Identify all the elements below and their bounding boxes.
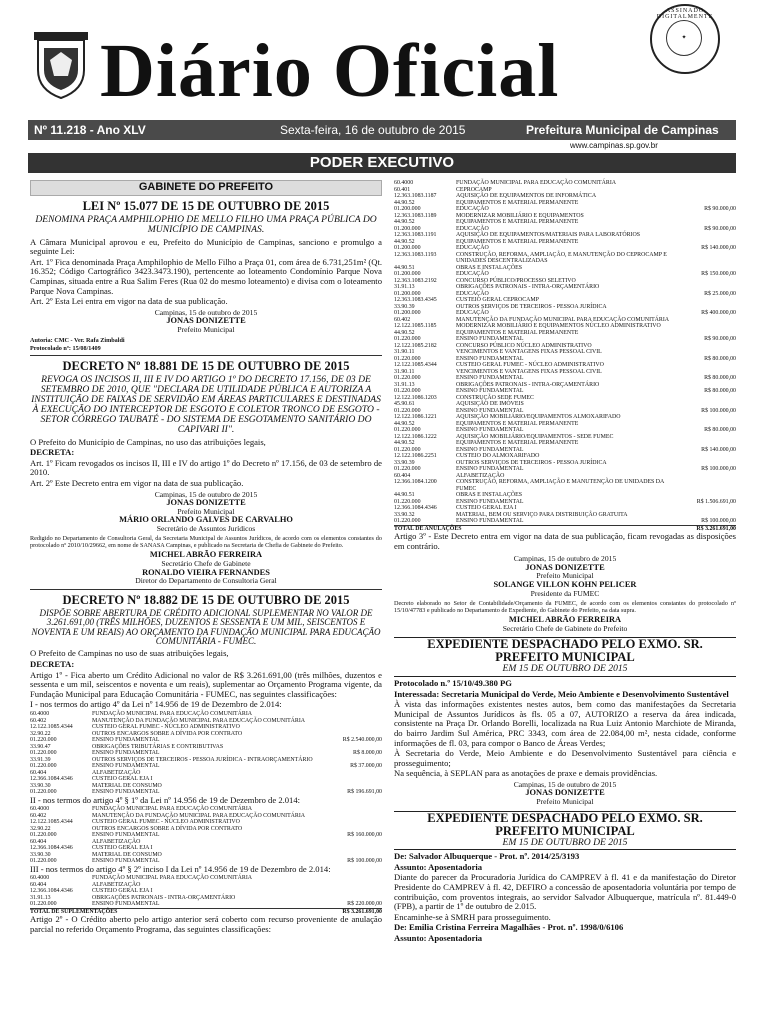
budget-description: CUSTEIO GERAL FUMEC - NÚCLEO ADMINISTRATIVO <box>456 362 604 368</box>
budget-code: 33.90.30 <box>30 851 51 858</box>
decree-note: Redigido no Departamento de Consultoria Geral, da Secretaria Municipal de Assuntos Jurídicos, de acordo com os elementos constantes do protocolado nº 2010/10/29662, em nome de SANASA Campinas, e publicado na Secretaria de Chefia de Gabinete do Prefeito. <box>30 535 382 550</box>
signer-name: SOLANGE VILLON KOHN PELICER <box>493 579 637 589</box>
dispatch-paragraph: Na sequência, à SEPLAN para as anotações de praxe e demais providências. <box>394 768 658 779</box>
decree-paragraph: Art. 1º Ficam revogados os incisos II, III e IV do artigo 1º do Decreto nº 17.156, de 03 de setembro de 2010. <box>30 457 382 478</box>
dispatch-header <box>394 637 736 677</box>
budget-description: OBRIGAÇÕES PATRONAIS - INTRA-ORÇAMENTÁRIO <box>456 381 600 388</box>
budget-description: FUNDAÇÃO MUNICIPAL PARA EDUCAÇÃO COMUNITÁRIA <box>92 711 253 718</box>
signature-block <box>394 555 736 598</box>
budget-code: 12.366.1084.4346 <box>30 845 73 852</box>
decree-subtitle: DISPÕE SOBRE ABERTURA DE CRÉDITO ADICIONAL SUPLEMENTAR NO VALOR DE 3.261.691,00 (TRÊS MILHÕES, DUZENTOS E SESSENTA E UM MIL, SEISCENTOS E NOVENTA E UM REAIS) AO ORÇAMENTO DA FUNDAÇÃO MUNICIPAL PARA EDUCAÇÃO COMUNITÁRIA - FUMEC. <box>31 607 381 647</box>
signer-role: Prefeito Municipal <box>177 324 235 334</box>
budget-code: 01.220.000 <box>394 375 421 381</box>
budget-description: MANUTENÇÃO DA FUNDAÇÃO MUNICIPAL PARA EDUCAÇÃO COMUNITÁRIA <box>92 717 306 724</box>
budget-value: R$ 80.000,00 <box>704 355 736 362</box>
budget-description: EQUIPAMENTOS E MATERIAL PERMANENTE <box>456 199 579 206</box>
budget-description: ALFABETIZAÇÃO <box>92 881 141 888</box>
budget-description: FUNDAÇÃO MUNICIPAL PARA EDUCAÇÃO COMUNITÁRIA <box>92 875 253 882</box>
budget-code: 01.220.000 <box>394 388 421 394</box>
budget-description: EQUIPAMENTOS E MATERIAL PERMANENTE <box>456 420 579 427</box>
signature-place: Campinas, 15 de outubro de 2015 <box>513 554 617 564</box>
budget-description: EQUIPAMENTOS E MATERIAL PERMANENTE <box>456 329 579 336</box>
budget-description: CONSTRUÇÃO SEDE FUMEC <box>456 394 534 401</box>
budget-code: 12.122.1085.4344 <box>394 362 437 368</box>
budget-value <box>680 252 736 265</box>
budget-value: R$ 400.000,00 <box>701 310 736 316</box>
budget-code: 01.220.000 <box>394 446 421 453</box>
budget-description: MATERIAL DE CONSUMO <box>92 782 162 789</box>
budget-section: II - nos termos do artigo 4º § 1º da Lei nº 14.956 de 19 de Dezembro de 2.014: <box>30 794 301 805</box>
decree-paragraph: Artigo 3º - Este Decreto entra em vigor na data de sua publicação, ficam revogadas as disposições em contrário. <box>394 531 736 551</box>
budget-value: R$ 140.000,00 <box>701 446 736 453</box>
budget-code: 12.366.1084.4346 <box>30 888 73 895</box>
budget-code: 31.91.13 <box>394 284 415 290</box>
budget-code: 01.220.000 <box>394 336 421 342</box>
decree-paragraph: Art. 2º Este Decreto entra em vigor na data de sua publicação. <box>30 477 244 488</box>
budget-value: R$ 8.000,00 <box>353 750 382 757</box>
budget-value: R$ 100.000,00 <box>701 466 736 472</box>
budget-code: 44.90.52 <box>394 420 415 427</box>
law-paragraph: Art. 1º Fica denominada Praça Amphilophio de Mello Filho a Praça 01, com área de 6.731,251m² (Qt. 16.352; Código Cartográfico 3423.3473.190), pertencente ao loteamento Condomínio Parque Nova Campinas, situada entre a Rua Salim Feres (Rua 02 do mesmo loteamento) e divisa com o loteamento Parque Nova Campinas. <box>30 256 382 296</box>
budget-code: 01.220.000 <box>394 427 421 433</box>
budget-code: 01.200.000 <box>394 225 421 232</box>
budget-description: OUTROS ENCARGOS SOBRE A DÍVIDA POR CONTRATO <box>92 825 243 832</box>
budget-description: OUTROS SERVIÇOS DE TERCEIROS - PESSOA JURÍDICA <box>456 303 607 310</box>
total-value: R$ 3.261.691,00 <box>696 525 736 532</box>
budget-code: 12.122.1085.2182 <box>394 342 437 349</box>
budget-description: ALFABETIZAÇÃO <box>92 769 141 776</box>
budget-code: 01.200.000 <box>394 245 421 251</box>
budget-code: 12.363.1083.1187 <box>394 193 437 199</box>
budget-code: 01.220.000 <box>394 407 421 414</box>
signer-name: JONAS DONIZETTE <box>525 788 605 798</box>
budget-code: 01.220.000 <box>30 901 57 908</box>
decree-paragraph: Artigo 2º - O Crédito aberto pelo artigo anterior será coberto com recurso proveniente de anulação parcial no referido Orçamento Programa, das seguintes classificações: <box>30 914 382 934</box>
budget-code: 60.402 <box>394 316 411 323</box>
budget-value: R$ 160.000,00 <box>347 832 382 839</box>
budget-description: CUSTEIO GERAL EJA I <box>92 845 153 852</box>
budget-value: R$ 80.000,00 <box>704 427 736 433</box>
dispatch-line: De: Emilia Cristina Ferreira Magalhães - Prot. nº. 1998/0/6106 <box>394 922 624 933</box>
total-label: TOTAL DE SUPLEMENTAÇÕES <box>30 908 118 915</box>
law-subtitle: DENOMINA PRAÇA AMPHILOPHIO DE MELLO FILHO UMA PRAÇA PÚBLICA DO MUNICÍPIO DE CAMPINAS. <box>35 213 377 235</box>
law-title: LEI Nº 15.077 DE 15 DE OUTUBRO DE 2015 <box>82 198 330 213</box>
budget-table <box>30 711 382 796</box>
signer-name: RONALDO VIEIRA FERNANDES <box>142 567 270 577</box>
budget-code: 60.4000 <box>30 875 50 882</box>
budget-code: 01.200.000 <box>394 206 421 212</box>
dispatch-line: De: Salvador Albuquerque - Prot. nº. 2014/25/3193 <box>394 851 580 862</box>
budget-description: EDUCAÇÃO <box>456 245 489 251</box>
budget-description: FUNDAÇÃO MUNICIPAL PARA EDUCAÇÃO COMUNITÁRIA <box>92 806 253 813</box>
budget-description: ENSINO FUNDAMENTAL <box>456 407 524 414</box>
budget-code: 44.90.51 <box>394 492 415 498</box>
budget-code: 01.220.000 <box>394 498 421 505</box>
decree-note: Decreto elaborado no Setor de Contabilidade/Orçamento da FUMEC, de acordo com os elementos constantes do protocolado nº 15/10/47783 e publicado no Departamento de Expediente, do Gabinete do Prefeito, na data supra. <box>394 600 736 615</box>
budget-description: ALFABETIZAÇÃO <box>92 838 141 845</box>
table-row <box>394 252 736 265</box>
digital-signature-seal <box>650 4 720 74</box>
budget-code: 60.404 <box>30 769 47 776</box>
total-value: R$ 3.261.691,00 <box>342 908 382 915</box>
budget-value: R$ 90.000,00 <box>704 225 736 232</box>
budget-description: ENSINO FUNDAMENTAL <box>456 375 524 381</box>
budget-code: 12.363.1083.1189 <box>394 212 437 219</box>
dispatch-date: EM 15 DE OUTUBRO DE 2015 <box>502 836 628 848</box>
signer-name: MÁRIO ORLANDO GALVES DE CARVALHO <box>119 515 293 525</box>
newspaper-title: Diário Oficial <box>100 29 560 113</box>
budget-code: 12.366.1084.4346 <box>394 505 437 511</box>
budget-code: 60.401 <box>394 186 411 193</box>
budget-table <box>30 806 382 865</box>
budget-code: 60.4000 <box>394 180 414 186</box>
budget-code: 12.122.1086.2251 <box>394 453 437 459</box>
budget-description: CUSTEIO GERAL EJA I <box>456 505 517 511</box>
budget-code: 60.402 <box>30 812 47 819</box>
budget-code: 01.200.000 <box>394 290 421 297</box>
budget-description: ENSINO FUNDAMENTAL <box>92 832 160 839</box>
budget-description: ENSINO FUNDAMENTAL <box>456 518 524 524</box>
budget-description: ENSINO FUNDAMENTAL <box>456 388 524 394</box>
left-column <box>30 180 382 935</box>
dispatch-interested: Interessada: Secretaria Municipal do Verde, Meio Ambiente e Desenvolvimento Sustentável <box>394 688 729 699</box>
budget-code: 01.220.000 <box>30 789 57 796</box>
decree-paragraph: DECRETA: <box>30 447 75 458</box>
signer-role: Diretor do Departamento de Consultoria Geral <box>135 576 277 586</box>
city-crest-icon <box>30 30 92 100</box>
budget-code: 44.90.51 <box>394 264 415 271</box>
budget-code: 44.90.52 <box>394 238 415 245</box>
website-url[interactable]: www.campinas.sp.gov.br <box>570 141 658 150</box>
decree-paragraph: DECRETA: <box>30 659 75 670</box>
budget-code: 60.404 <box>30 838 47 845</box>
budget-value: R$ 25.000,00 <box>704 290 736 297</box>
dispatch-paragraph: Diante do parecer da Procuradoria Jurídica do CAMPREV à fl. 41 e da manifestação do Diretor Presidente do CAMPREV à fl. 42, DEFIRO a concessão de aposentadoria voluntária por tempo de contribuição, com proventos integrais, ao servidor Salvador Albuquerque, matrícula nº. 81.449-0 (FPB), a partir de 1º de outubro de 2.015. <box>394 872 736 912</box>
decree-title: DECRETO Nº 18.882 DE 15 DE OUTUBRO DE 2015 <box>62 592 350 607</box>
budget-description: EQUIPAMENTOS E MATERIAL PERMANENTE <box>456 238 579 245</box>
budget-description: MODERNIZAR MOBILIÁRIO E EQUIPAMENTOS <box>456 212 584 219</box>
budget-value: R$ 1.506.691,00 <box>696 498 736 505</box>
law-paragraph: A Câmara Municipal aprovou e eu, Prefeito do Município de Campinas, sanciono e promulgo a seguinte Lei: <box>30 236 382 257</box>
signature-block <box>394 616 736 633</box>
budget-code: 31.91.13 <box>30 894 51 901</box>
budget-description: FUNDAÇÃO MUNICIPAL PARA EDUCAÇÃO COMUNITÁRIA <box>456 180 617 186</box>
seal-emblem-icon: ✦ <box>666 20 702 56</box>
dispatch-paragraph: À Secretaria do Verde, Meio Ambiente e do Desenvolvimento Sustentável para ciência e prosseguimento; <box>394 748 736 768</box>
budget-code: 01.220.000 <box>30 737 57 744</box>
budget-code: 33.91.39 <box>30 756 51 763</box>
budget-description: MATERIAL, BEM OU SERVIÇO PARA DISTRIBUIÇÃO GRATUITA <box>456 511 628 518</box>
budget-code: 12.366.1084.1200 <box>394 479 437 485</box>
signature-place: Campinas, 15 de outubro de 2015 <box>154 307 258 317</box>
budget-code: 32.90.22 <box>30 730 51 737</box>
budget-description: ALFABETIZAÇÃO <box>456 472 505 479</box>
budget-description: AQUISIÇÃO DE EQUIPAMENTOS/MATERIAIS PARA LABORATÓRIOS <box>456 232 641 238</box>
budget-code: 33.90.47 <box>30 743 51 750</box>
budget-value: R$ 220.000,00 <box>347 901 382 908</box>
budget-description: CONCURSO PÚBLICO NÚCLEO ADMINISTRATIVO <box>456 342 592 349</box>
budget-description: AQUISIÇÃO DE IMÓVEIS <box>456 401 524 407</box>
budget-code: 33.90.39 <box>394 303 415 310</box>
budget-code: 60.4000 <box>30 711 50 718</box>
office-heading: GABINETE DO PREFEITO <box>30 180 382 196</box>
budget-code: 45.90.61 <box>394 401 415 407</box>
annulment-table <box>394 180 736 525</box>
budget-description: CUSTEIO GERAL FUMEC - NÚCLEO ADMINISTRATIVO <box>92 819 240 826</box>
budget-description: CUSTEIO GERAL EJA I <box>92 776 153 783</box>
right-column <box>394 180 736 945</box>
budget-description: CUSTEIO GERAL CEPROCAMP <box>456 297 539 303</box>
dispatch-paragraph: À vista das informações existentes nestes autos, bem como das manifestações da Secretaria Municipal de Assuntos Jurídicos às fls. 05 a 07, AUTORIZO a reserva da área indicada, consistente na Praça Dr. Orlando Borelli, localizada na Rua Luiz Antonio Marchiote de Miranda, do bairro Jardim Sul América, PRC 3343, com área de 22.084,00 m², nesta cidade, conforme informações de fl. 03, para compor o Banco de Áreas Verdes; <box>394 699 736 748</box>
budget-code: 01.220.000 <box>30 832 57 839</box>
budget-code: 01.200.000 <box>394 271 421 277</box>
seal-text: ASSINADO DIGITALMENTE <box>656 8 714 20</box>
table-row <box>394 479 736 492</box>
budget-description: EQUIPAMENTOS E MATERIAL PERMANENTE <box>456 219 579 225</box>
decree-title: DECRETO Nº 18.881 DE 15 DE OUTUBRO DE 2015 <box>62 358 350 373</box>
budget-code: 60.404 <box>30 881 47 888</box>
budget-code: 12.363.1083.1193 <box>394 251 437 258</box>
budget-description: OBRAS E INSTALAÇÕES <box>456 492 522 498</box>
budget-code: 01.220.000 <box>30 763 57 770</box>
signer-name: MICHEL ABRÃO FERREIRA <box>149 550 263 560</box>
law-author: Autoria: CMC - Ver. Rafa Zimbaldi <box>30 336 125 344</box>
signer-role: Presidente da FUMEC <box>530 588 600 598</box>
issue-date: Sexta-feira, 16 de outubro de 2015 <box>280 123 466 137</box>
budget-value: R$ 100.000,00 <box>347 858 382 865</box>
dispatch-title: EXPEDIENTE DESPACHADO PELO EXMO. SR. PREFEITO MUNICIPAL <box>427 810 703 838</box>
decree-paragraph: Artigo 1º - Fica aberto um Crédito Adicional no valor de R$ 3.261.691,00 (três milhões, duzentos e sessenta e um mil, seiscentos e noventa e um reais), suplementar ao Orçamento Programa vigente, da Fundação Municipal para Educação Comunitária - FUMEC, nas seguintes classificações: <box>30 669 382 699</box>
budget-value: R$ 100.000,00 <box>701 407 736 414</box>
budget-description: MODERNIZAR MOBILIÁRIO E EQUIPAMENTOS NÚCLEO ADMINISTRATIVO <box>456 323 661 329</box>
budget-description: ENSINO FUNDAMENTAL <box>92 789 160 796</box>
budget-description: ENSINO FUNDAMENTAL <box>456 427 524 433</box>
budget-value: R$ 90.000,00 <box>704 336 736 342</box>
signer-role: Prefeito Municipal <box>177 506 235 516</box>
budget-value: R$ 80.000,00 <box>704 375 736 381</box>
budget-value: R$ 90.000,00 <box>704 206 736 212</box>
budget-code: 01.200.000 <box>394 310 421 316</box>
signer-role: Prefeito Municipal <box>536 571 594 581</box>
budget-code: 01.220.000 <box>30 750 57 757</box>
budget-code: 44.90.52 <box>394 329 415 336</box>
budget-code: 44.90.52 <box>394 219 415 225</box>
budget-description: AQUISIÇÃO DE EQUIPAMENTOS DE INFORMÁTICA <box>456 193 597 199</box>
signer-role: Secretário Chefe de Gabinete <box>161 559 251 569</box>
budget-code: 31.90.11 <box>394 349 415 355</box>
budget-description: CUSTEIO GERAL FUMEC - NÚCLEO ADMINISTRATIVO <box>92 724 240 731</box>
budget-code: 44.90.52 <box>394 440 415 446</box>
signature-block <box>394 781 736 807</box>
issue-number: Nº 11.218 - Ano XLV <box>34 123 146 137</box>
budget-code: 31.91.13 <box>394 381 415 388</box>
law-protocol: Protocolado nº: 15/08/1409 <box>30 344 101 352</box>
budget-code: 12.122.1085.1185 <box>394 323 437 329</box>
divider <box>30 589 382 590</box>
budget-description: OUTROS SERVIÇOS DE TERCEIROS - PESSOA JURÍDICA - INTRAORÇAMENTÁRIO <box>92 756 313 763</box>
budget-description: ENSINO FUNDAMENTAL <box>92 737 160 744</box>
budget-description: ENSINO FUNDAMENTAL <box>456 446 524 453</box>
budget-code: 01.220.000 <box>394 466 421 472</box>
budget-description: CEPROCAMP <box>456 186 492 193</box>
budget-code: 12.122.1085.4344 <box>30 819 73 826</box>
budget-description: EQUIPAMENTOS E MATERIAL PERMANENTE <box>456 440 579 446</box>
decree-subtitle: REVOGA OS INCISOS II, III E IV DO ARTIGO 1º DO DECRETO 17.156, DE 03 DE SETEMBRO DE 2010, QUE "DECLARA DE UTILIDADE PÚBLICA E AUTORIZA A INSTITUIÇÃO DE FAIXAS DE SERVIDÃO EM ÁREAS PARTICULARES E DESTINADAS À EXECUÇÃO DO INTERCEPTOR DE ESGOTO E COLETOR TRONCO DE ESGOTO - SETOR CÓRREGO TAUBATÉ - DO SISTEMA DE ESGOTAMENTO SANITÁRIO DO CAPIVARI II". <box>31 373 381 435</box>
budget-value: R$ 140.000,00 <box>701 245 736 251</box>
budget-description: CUSTEIO DO ALMOXARIFADO <box>456 453 540 459</box>
budget-description: EDUCAÇÃO <box>456 225 489 232</box>
publisher: Prefeitura Municipal de Campinas <box>526 123 719 137</box>
budget-description: AQUISIÇÃO MOBILIÁRIO/EQUIPAMENTOS ALMOXARIFADO <box>456 414 621 420</box>
budget-code: 12.122.1086.1222 <box>394 433 437 440</box>
budget-description: MANUTENÇÃO DA FUNDAÇÃO MUNICIPAL PARA EDUCAÇÃO COMUNITÁRIA <box>92 812 306 819</box>
budget-code: 44.90.52 <box>394 199 415 206</box>
total-label: TOTAL DE ANULAÇÕES <box>394 525 462 532</box>
budget-description: ENSINO FUNDAMENTAL <box>456 466 524 472</box>
dispatch-line: Assunto: Aposentadoria <box>394 933 483 943</box>
budget-description: OBRIGAÇÕES PATRONAIS - INTRA-ORÇAMENTÁRIO <box>92 894 236 901</box>
budget-description: OBRAS E INSTALAÇÕES <box>456 264 522 271</box>
signature-block <box>30 309 382 335</box>
dispatch-paragraph: Encaminhe-se à SMRH para prosseguimento. <box>394 911 551 922</box>
budget-description: OBRIGAÇÕES TRIBUTÁRIAS E CONTRIBUTIVAS <box>92 743 224 750</box>
budget-description: CONCURSO PÚBLICO/PROCESSO SELETIVO <box>456 277 576 284</box>
budget-description: EDUCAÇÃO <box>456 310 489 316</box>
budget-value: R$ 2.540.000,00 <box>342 737 382 744</box>
section-header: PODER EXECUTIVO <box>28 153 736 173</box>
budget-description: OBRIGAÇÕES PATRONAIS - INTRA-ORÇAMENTÁRIO <box>456 284 600 290</box>
dispatch-protocol: Protocolado n.º 15/10/49.380 PG <box>394 677 512 688</box>
budget-code: 01.220.000 <box>394 518 421 524</box>
budget-code: 12.122.1086.1203 <box>394 394 437 401</box>
dispatch-date: EM 15 DE OUTUBRO DE 2015 <box>502 663 628 675</box>
budget-description: MANUTENÇÃO DA FUNDAÇÃO MUNICIPAL PARA EDUCAÇÃO COMUNITÁRIA <box>456 316 670 323</box>
budget-code: 60.4000 <box>30 806 50 813</box>
budget-description: CONSTRUÇÃO, REFORMA, AMPLIAÇÃO E MANUTENÇÃO DE UNIDADES DA FUMEC <box>456 479 664 492</box>
budget-code: 01.220.000 <box>394 355 421 362</box>
signature-place: Campinas, 15 de outubro de 2015 <box>513 779 617 789</box>
budget-code: 12.122.1086.1221 <box>394 414 437 420</box>
budget-section: I - nos termos do artigo 4º da Lei nº 14.956 de 19 de Dezembro de 2.014: <box>30 699 282 710</box>
law-paragraph: Art. 2º Esta Lei entra em vigor na data de sua publicação. <box>30 296 228 307</box>
budget-description: ENSINO FUNDAMENTAL <box>456 498 524 505</box>
issue-bar <box>28 120 736 140</box>
budget-description: VENCIMENTOS E VANTAGENS FIXAS PESSOAL CIVIL <box>456 368 602 375</box>
signature-block <box>30 551 382 585</box>
budget-code: 12.122.1085.4344 <box>30 724 73 731</box>
signature-place: Campinas, 15 de outubro de 2015 <box>154 489 258 499</box>
dispatch-line: Assunto: Aposentadoria <box>394 861 483 872</box>
budget-description: OUTROS ENCARGOS SOBRE A DÍVIDA POR CONTRATO <box>92 730 243 737</box>
budget-description: ENSINO FUNDAMENTAL <box>456 355 524 362</box>
budget-description: MATERIAL DE CONSUMO <box>92 851 162 858</box>
budget-value: R$ 37.000,00 <box>350 763 382 770</box>
budget-table <box>30 875 382 908</box>
decree-paragraph: O Prefeito do Município de Campinas, no uso das atribuições legais, <box>30 436 266 447</box>
budget-code: 12.363.1083.1191 <box>394 232 437 238</box>
budget-code: 60.404 <box>394 472 411 479</box>
budget-description: ENSINO FUNDAMENTAL <box>456 336 524 342</box>
budget-description: EDUCAÇÃO <box>456 206 489 212</box>
budget-value: R$ 196.691,00 <box>347 789 382 796</box>
signer-name: JONAS DONIZETTE <box>525 562 605 572</box>
budget-description: EDUCAÇÃO <box>456 290 489 297</box>
budget-description: OUTROS SERVIÇOS DE TERCEIROS - PESSOA JURÍDICA <box>456 459 607 466</box>
decree-paragraph: O Prefeito de Campinas no uso de suas atribuições legais, <box>30 648 229 659</box>
budget-code: 31.90.11 <box>394 368 415 375</box>
budget-code: 12.363.1083.4345 <box>394 297 437 303</box>
budget-description: CONSTRUÇÃO, REFORMA, AMPLIAÇÃO, E MANUTENÇÃO DO CEPROCAMP E UNIDADES DESCENTRALIZADAS <box>456 251 667 264</box>
signature-block <box>30 491 382 534</box>
budget-description: AQUISIÇÃO MOBILIÁRIO/EQUIPAMENTOS - SEDE FUMEC <box>456 433 614 440</box>
budget-code: 12.363.1083.2192 <box>394 277 437 284</box>
dispatch-header <box>394 811 736 851</box>
budget-code: 60.402 <box>30 717 47 724</box>
divider <box>30 355 382 356</box>
budget-section: III - nos termos do artigo 4º § 2º inciso I da Lei nº 14.956 de 19 de Dezembro de 2.014: <box>30 863 331 874</box>
dispatch-title: EXPEDIENTE DESPACHADO PELO EXMO. SR. PREFEITO MUNICIPAL <box>427 637 703 665</box>
signer-name: JONAS DONIZETTE <box>166 498 246 508</box>
signer-role: Secretário de Assuntos Jurídicos <box>156 523 256 533</box>
budget-code: 33.90.30 <box>30 782 51 789</box>
budget-description: VENCIMENTOS E VANTAGENS FIXAS PESSOAL CIVIL <box>456 349 602 355</box>
budget-code: 12.366.1084.4346 <box>30 776 73 783</box>
signer-name: JONAS DONIZETTE <box>166 316 246 326</box>
budget-value: R$ 80.000,00 <box>704 388 736 394</box>
budget-description: ENSINO FUNDAMENTAL <box>92 763 160 770</box>
budget-description: ENSINO FUNDAMENTAL <box>92 858 160 865</box>
signer-name: MICHEL ABRÃO FERREIRA <box>508 615 622 625</box>
budget-code: 32.90.22 <box>30 825 51 832</box>
budget-description: CUSTEIO GERAL EJA I <box>92 888 153 895</box>
budget-code: 33.90.39 <box>394 459 415 466</box>
budget-value <box>680 479 736 492</box>
budget-value: R$ 100.000,00 <box>701 518 736 524</box>
budget-code: 01.220.000 <box>30 858 57 865</box>
budget-description: ENSINO FUNDAMENTAL <box>92 901 160 908</box>
budget-description: ENSINO FUNDAMENTAL <box>92 750 160 757</box>
budget-description: EDUCAÇÃO <box>456 271 489 277</box>
signer-role: Prefeito Municipal <box>536 797 594 807</box>
budget-code: 33.90.32 <box>394 511 415 518</box>
budget-value: R$ 150.000,00 <box>701 271 736 277</box>
signer-role: Secretário Chefe de Gabinete do Prefeito <box>502 623 628 633</box>
